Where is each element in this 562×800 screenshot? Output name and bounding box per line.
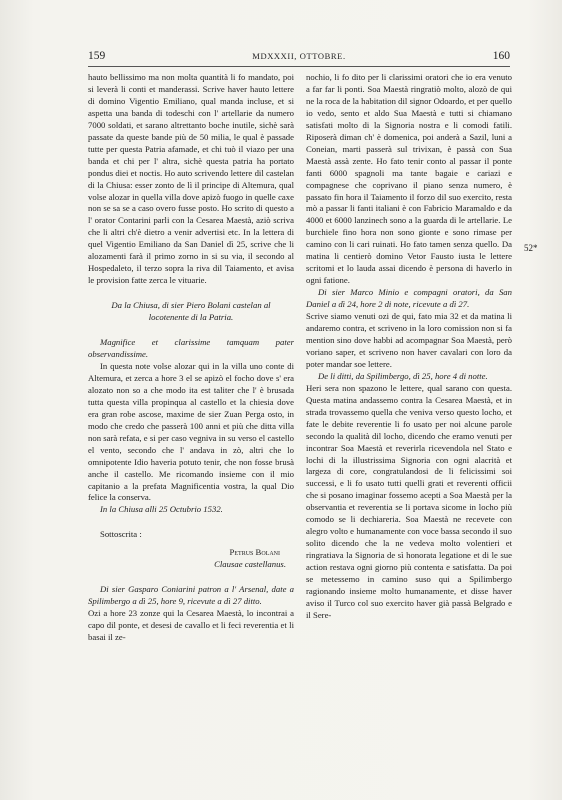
left-column-opening	[88, 72, 294, 287]
right-column	[306, 72, 512, 622]
letter-body-4: Heri sera non spazono le lettere, qual sarano con questa. Questa matina andassemo contra la Cesarea Maestà, et in strada trovassemo quella che veniva verso questo locho, et fate le debite reverentie li fo usato per noi alcune parole secondo la qualità dil locho, dicendo che eramo venuti per incontrar Soa Maestà et reverirla ricevendola nel Stato e lochi di la illustrissima Signoria con ogni alacrità et largeza di core, congratulandosi de li felicissimi soi successi, e li fo usato tutti quelli grati et reverenti officii che si posano imaginar fossemo acepti a Soa Maestà per la observantia et reverentia se li portava sicome in locho più comodo se li dechiareria. Soa Maestà ne recevete con alegro volto e humanamente con voce bassa secondo il suo solito dicendo che la ne vedeva molto volentieri et ringratiava la Signoria de sì honorata legatione et di le sue action restava ogni giorno più contenta e satisfatta. Da poi se metessemo in camino suso qui a Spilimbergo ragionando insieme molto humanamente, et disse haver aviso il Turco col suo exercito haver già passà Belgrado e il Sere-	[306, 382, 512, 620]
subscription-label: Sottoscrita :	[100, 529, 142, 540]
signature-name: Petrus Bolani	[229, 547, 280, 558]
letter-body: In questa note volse alozar qui in la villa uno conte di Altemura, et zerca a hore 3 el se apizò el focho dove s' era alozato non so a che modo ita est taliter che l' è brusada tutta questa villa propinqua al castello et la chiesia dove era gran robe ascose, maxime de sier Zuan Perga osto, in modo che credo che passerà 100 anni et più che ditta villa non sarà refata, e si per caso vegniva in su verso el castello el vento, secondo che l' andava in zò, altri che lo omnipotente Idio haveria potuto tenir, che non fosse brusà anche il castello. Me ricomando insieme con il mio capitanio a la prefata Magnificentia vostra, la qual Dio felice la conserva.	[88, 360, 294, 503]
page-number-right: 160	[492, 50, 510, 62]
letter-body-3: Scrive siamo venuti ozi de qui, fato mia 32 et da matina li andaremo contra, et scriveno in la loro comission non si fa mention sino dove habbi ad acompagnar Soa Maestà, però voriano saper, et scriveno non haver cavalari con loro da poter mandar soe lettere.	[306, 311, 512, 369]
page-number-left: 159	[88, 50, 106, 62]
left-column	[88, 72, 294, 644]
letter-body-2: Ozi a hore 23 zonze qui la Cesarea Maestà, lo incontrai a capo dil ponte, et desesi de cavallo et li feci reverentia et li basai il ze-	[88, 608, 294, 643]
letter-salutation: Magnifice et clarissime tamquam pater observandissime.	[88, 337, 294, 360]
letter-heading-4: De li ditti, da Spilimbergo, dì 25, hore 4 di notte.	[318, 370, 488, 381]
header-rule	[88, 66, 510, 67]
opening-paragraph: hauto bellissimo ma non molta quantità li fo mandato, poi si leverà li conti et manderassi. Scrive haver hauto lettere di domino Vigentio Emiliano, qual manda incluse, et si aspetta una banda di todeschi con l' artellarie da numero 7000 soldati, et sarano altrettanto boche inutile, sichè sarà passate da queste bande più de 50 milia, le qual è passade tutte per questa Patria afamade, et chi tuò il viazo per una banda et chi per l' altra, sichè questa patria ha portato pondus diei et noctis. Ho auto scrivendo lettere dil castelan di la Chiusa: esser zonto de lì il principe di Altemura, qual volse alozar in quella villa dove apizò fuogo in quelle caxe non se sa se a caso overo fusse posto. Ho scrito di questo a l' orator Contarini parli con la Cesarea Maestà, aziò scriva che li altri ch'è dietro a venir advertisi etc. In la lettera di quel Vigentio Emiliano da San Daniel dì 25, scrive che li alozamenti farà il primo zorno in si su via, il secondo al Hospedaleto, il terzo sopra la riva dil Taiamento, et avisa le provision fatte zerca le vituarie.	[88, 72, 294, 286]
letter-heading-3: Di sier Marco Minio e compagni oratori, da San Daniel a dì 24, hore 2 di note, ricevute a dì 27.	[306, 287, 512, 310]
signature-title: Clausae castellanus.	[214, 559, 286, 570]
letter-heading-2: Di sier Gasparo Coniarini patron a l' Arsenal, date a Spilimbergo a dì 25, hore 9, ricevute a dì 27 ditto.	[88, 584, 294, 607]
margin-note: 52*	[524, 243, 538, 253]
letter-date: In la Chiusa alli 25 Octubrio 1532.	[100, 504, 223, 515]
running-header	[88, 50, 510, 66]
letter-heading: Da la Chiusa, di sier Piero Bolani castelan al locotenente di la Patria.	[111, 300, 271, 323]
running-title: MDXXXII, OTTOBRE.	[252, 51, 346, 61]
continued-text: nochio, li fo dito per li clarissimi oratori che io era venuto a far far li ponti. Soa Maestà ringratiò molto, alozò de qui ne la roca de la habitation dil signor Odoardo, et per quello io vedo, sento et aldo Sua Maestà e tutti si chiamano satisfati molto di la Signoria nostra e li comodi fatili. Riposerà diman ch' è domenica, poi anderà a Sazil, luni a Coneian, marti passerà sul trivixan, è passà con Sua Maestà assà zente. Ho fato tenir conto al passar il ponte fanti 6000 spagnoli ma tante bagaie e cariazi e compagnese che coprivano il piano senza numero, è passato fin hora il Taiamento il forzo dil suo exercito, resta mò a passar li fanti italiani è con Fabricio Maramaldo e da 4000 et 6000 lanzinech sono a la guarda di le artellarie. Le burchiele fino hora non sono gionte e sono rimase per camino con li cari ruinati. Ho fato tamen senza quello. Da matina li centierò domino Vetor Fausto iusta le lettere scritomi et lo lauda assai dicendo è persona di haverlo in ogni fatione.	[306, 72, 512, 286]
